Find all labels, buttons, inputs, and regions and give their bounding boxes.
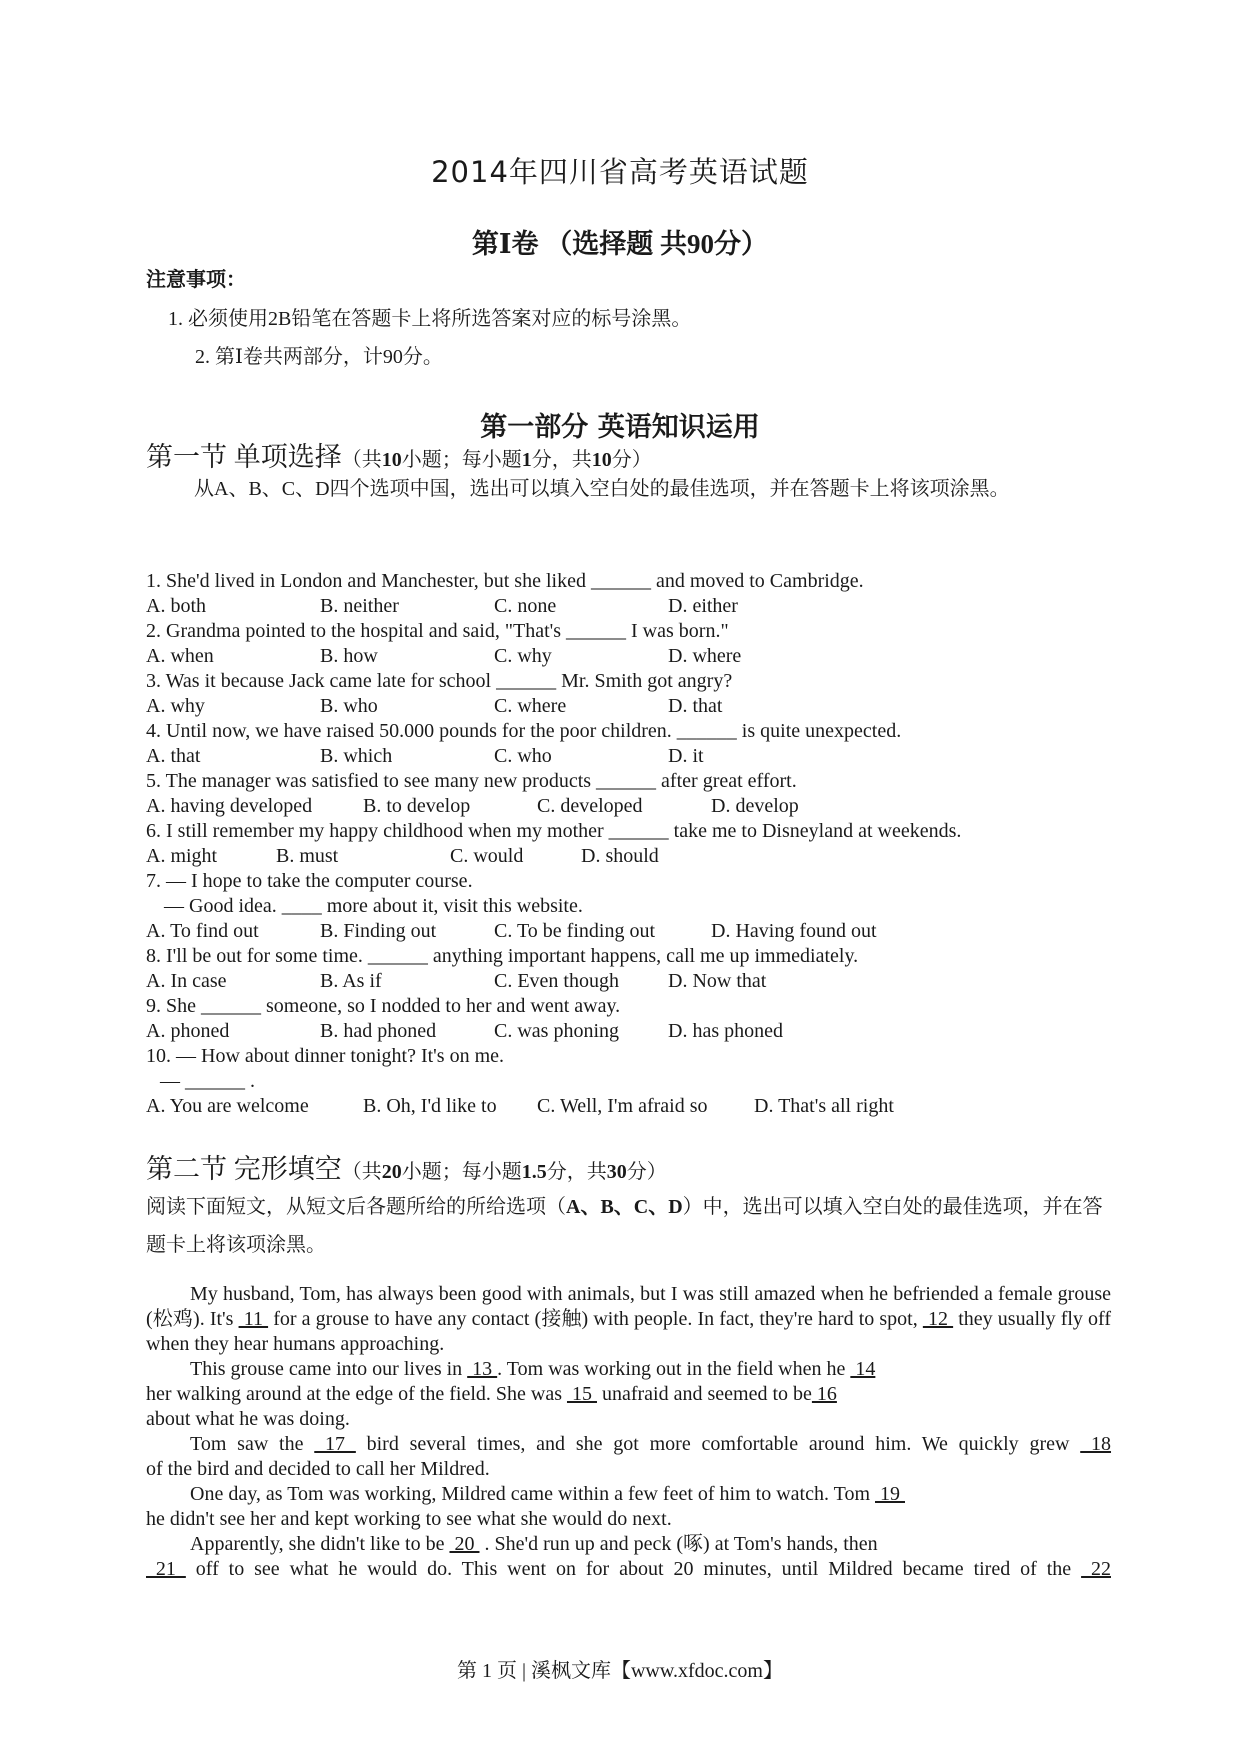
- passage-text: This grouse came into our lives in: [190, 1358, 468, 1380]
- option: B. had phoned: [320, 1020, 437, 1042]
- option: B. Finding out: [320, 920, 437, 942]
- question-stem: 4. Until now, we have raised 50.000 pounds for the poor children. ______ is quite unexpected.: [146, 720, 902, 742]
- option: A. having developed: [146, 795, 313, 817]
- section2-sub: 分）: [626, 1161, 667, 1183]
- question-stem: 5. The manager was satisfied to see many new products ______ after great effort.: [146, 770, 797, 792]
- option: B. to develop: [363, 795, 471, 817]
- notice-label: 注意事项：: [146, 267, 246, 291]
- passage-paragraph: [146, 1557, 1111, 1582]
- passage-paragraph: [146, 1382, 1111, 1407]
- question-stem: 3. Was it because Jack came late for school ______ Mr. Smith got angry?: [146, 670, 733, 692]
- volume-title: 第Ⅰ卷 （选择题 共90分）: [471, 229, 769, 259]
- section1-sub: （共: [341, 449, 382, 471]
- option: D. That's all right: [754, 1095, 894, 1117]
- section2-title: 第二节 完形填空: [146, 1154, 342, 1184]
- section2-points: 1.5: [521, 1161, 547, 1183]
- option: B. which: [320, 745, 393, 767]
- passage-paragraph: [146, 1457, 1111, 1482]
- option: D. should: [581, 845, 659, 867]
- option: C. where: [494, 695, 567, 717]
- option: D. has phoned: [668, 1020, 783, 1042]
- passage-paragraph: [146, 1432, 1111, 1457]
- option: A. why: [146, 695, 205, 717]
- cloze-blank: 20: [449, 1533, 480, 1555]
- option: C. would: [450, 845, 524, 867]
- option: B. As if: [320, 970, 382, 992]
- option: C. was phoning: [494, 1020, 619, 1042]
- section1-total: 10: [591, 449, 612, 471]
- section1-sub: 小题；每小题: [401, 449, 522, 471]
- option: A. when: [146, 645, 214, 667]
- cloze-blank: 18: [1080, 1433, 1112, 1455]
- option: A. phoned: [146, 1020, 230, 1042]
- question-stem: 8. I'll be out for some time. ______ anything important happens, call me up immediately.: [146, 945, 859, 967]
- option: D. it: [668, 745, 704, 767]
- passage-text: her walking around at the edge of the field. She was: [146, 1383, 567, 1405]
- question-stem: 2. Grandma pointed to the hospital and said, "That's ______ I was born.": [146, 620, 729, 642]
- cloze-blank: 16: [811, 1383, 837, 1405]
- passage-text: unafraid and seemed to be: [596, 1383, 812, 1405]
- option: A. You are welcome: [146, 1095, 309, 1117]
- passage-text: Tom saw the: [190, 1433, 315, 1455]
- passage-text: they usually fly off when they hear humans approaching.: [146, 1308, 1111, 1355]
- passage-text: for a grouse to have any contact (接触) with people. In fact, they're hard to spot,: [268, 1308, 923, 1330]
- cloze-blank: 15: [566, 1383, 597, 1405]
- passage-text: . Tom was working out in the field when he: [497, 1358, 851, 1380]
- option: D. where: [668, 645, 742, 667]
- section2-instruction-text: ）中，选出可以填入空白处的最佳选项，并在答题卡上将该项涂黑。: [146, 1196, 1103, 1256]
- section1-points: 1: [521, 449, 532, 471]
- section2-heading: [146, 1147, 667, 1186]
- option: A. that: [146, 745, 201, 767]
- question-reply: — ______ .: [160, 1070, 255, 1092]
- section1-sub: 分）: [611, 449, 652, 471]
- section2-instruction-letters: A、B、C、D: [566, 1196, 683, 1218]
- section1-instruction: 从A、B、C、D四个选项中国，选出可以填入空白处的最佳选项，并在答题卡上将该项涂黑。: [194, 478, 1010, 500]
- option: C. To be finding out: [494, 920, 656, 942]
- section2-total: 30: [606, 1161, 627, 1183]
- passage-paragraph: [146, 1357, 1111, 1382]
- cloze-blank: 22: [1081, 1558, 1111, 1580]
- question-stem: 7. — I hope to take the computer course.: [146, 870, 473, 892]
- option: C. who: [494, 745, 552, 767]
- passage-text: he didn't see her and kept working to see what she would do next.: [146, 1508, 672, 1530]
- option: D. that: [668, 695, 723, 717]
- cloze-blank: 21: [146, 1558, 186, 1580]
- question-stem: 10. — How about dinner tonight? It's on me.: [146, 1045, 504, 1067]
- option: A. might: [146, 845, 218, 867]
- page-footer: 第 1 页 | 溪枫文库【www.xfdoc.com】: [456, 1660, 783, 1682]
- part-title: 第一部分 英语知识运用: [480, 412, 760, 443]
- notice-item-2: 2. 第Ⅰ卷共两部分，计90分。: [195, 346, 443, 368]
- cloze-blank: 17: [314, 1433, 356, 1455]
- passage-text: My husband, Tom, has always been good with animals, but I was still amazed when he befriended a female grouse (松鸡). It's: [146, 1283, 1111, 1330]
- option: C. none: [494, 595, 557, 617]
- option: D. Having found out: [711, 920, 877, 942]
- option: C. developed: [537, 795, 643, 817]
- passage-text: . She'd run up and peck (啄) at Tom's hands, then: [479, 1533, 878, 1555]
- option: A. both: [146, 595, 206, 617]
- option: C. why: [494, 645, 552, 667]
- cloze-blank: 19: [875, 1483, 905, 1505]
- question-stem: 6. I still remember my happy childhood when my mother ______ take me to Disneyland at weekends.: [146, 820, 962, 842]
- passage-paragraph: [146, 1532, 1111, 1557]
- passage-text: Apparently, she didn't like to be: [190, 1533, 450, 1555]
- passage-paragraph: [146, 1507, 1111, 1532]
- passage-paragraph: [146, 1282, 1111, 1357]
- question-reply: — Good idea. ____ more about it, visit this website.: [164, 895, 583, 917]
- passage-text: about what he was doing.: [146, 1408, 350, 1430]
- option: C. Even though: [494, 970, 619, 992]
- cloze-blank: 14: [850, 1358, 876, 1380]
- question-stem: 1. She'd lived in London and Manchester, but she liked ______ and moved to Cambridge.: [146, 570, 864, 592]
- section2-sub: 分，共: [546, 1161, 607, 1183]
- notice-item-1: 1. 必须使用2B铅笔在答题卡上将所选答案对应的标号涂黑。: [168, 308, 692, 330]
- section2-count: 20: [381, 1161, 402, 1183]
- section1-title: 第一节 单项选择: [146, 442, 342, 472]
- cloze-blank: 13: [467, 1358, 498, 1380]
- section2-sub: 小题；每小题: [401, 1161, 522, 1183]
- cloze-blank: 11: [238, 1308, 269, 1330]
- passage-text: of the bird and decided to call her Mildred.: [146, 1458, 490, 1480]
- option: D. either: [668, 595, 738, 617]
- section1-count: 10: [381, 449, 402, 471]
- passage-text: off to see what he would do. This went on for about 20 minutes, until Mildred became tired of the: [185, 1558, 1082, 1580]
- page-title: 2014年四川省高考英语试题: [431, 155, 809, 189]
- option: B. how: [320, 645, 378, 667]
- option: B. must: [276, 845, 339, 867]
- option: A. To find out: [146, 920, 259, 942]
- option: B. Oh, I'd like to: [363, 1095, 497, 1117]
- section2-instruction: [146, 1188, 1111, 1264]
- option: D. develop: [711, 795, 799, 817]
- section2-instruction-text: 阅读下面短文，从短文后各题所给的所给选项（: [146, 1196, 566, 1218]
- option: A. In case: [146, 970, 227, 992]
- section2-sub: （共: [341, 1161, 382, 1183]
- passage-paragraph: [146, 1482, 1111, 1507]
- passage-text: bird several times, and she got more comfortable around him. We quickly grew: [355, 1433, 1081, 1455]
- option: D. Now that: [668, 970, 767, 992]
- passage-text: One day, as Tom was working, Mildred came within a few feet of him to watch. Tom: [190, 1483, 875, 1505]
- passage-paragraph: [146, 1407, 1111, 1432]
- cloze-blank: 12: [922, 1308, 954, 1330]
- cloze-passage: [146, 1282, 1111, 1582]
- question-stem: 9. She ______ someone, so I nodded to her and went away.: [146, 995, 621, 1017]
- option: B. who: [320, 695, 378, 717]
- section1-sub: 分，共: [531, 449, 592, 471]
- option: C. Well, I'm afraid so: [537, 1095, 708, 1117]
- section1-heading: [146, 435, 652, 474]
- option: B. neither: [320, 595, 399, 617]
